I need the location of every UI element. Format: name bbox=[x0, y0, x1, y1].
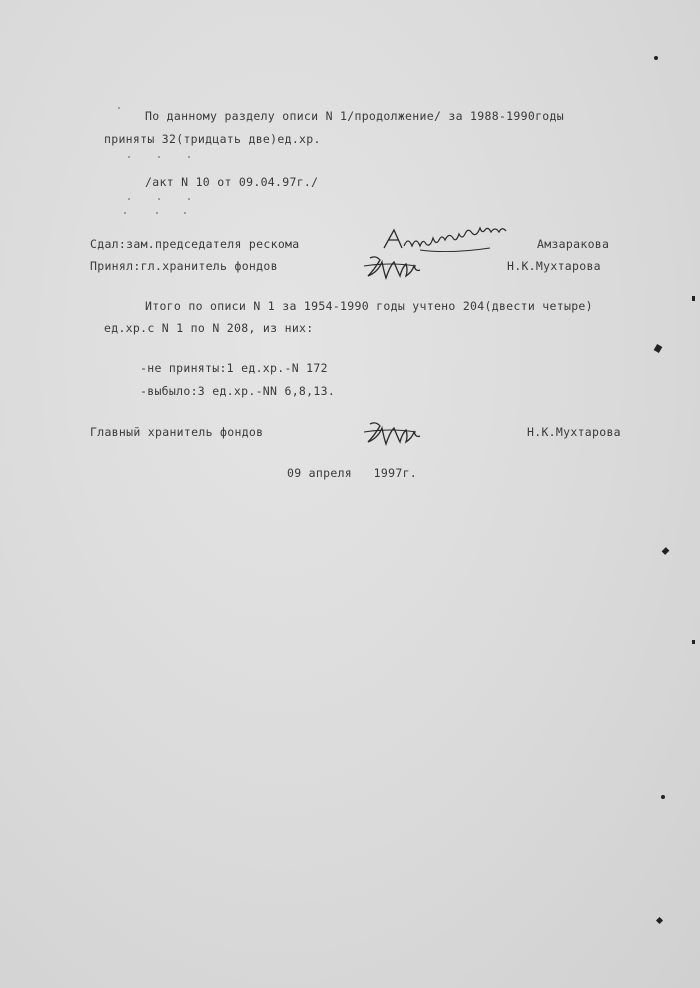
edge-speck bbox=[654, 56, 658, 60]
faint-dot bbox=[158, 156, 160, 158]
document-date: 09 апреля 1997г. bbox=[287, 466, 418, 480]
received-name: Н.К.Мухтарова bbox=[507, 259, 601, 273]
not-accepted-line: -не приняты:1 ед.хр.-N 172 bbox=[140, 361, 328, 375]
edge-speck bbox=[661, 795, 665, 799]
faint-dot bbox=[184, 212, 186, 214]
faint-dot bbox=[188, 156, 190, 158]
handed-signature bbox=[380, 226, 540, 256]
chief-name: Н.К.Мухтарова bbox=[527, 425, 621, 439]
chief-label: Главный хранитель фондов bbox=[90, 425, 264, 439]
act-reference: /акт N 10 от 09.04.97г./ bbox=[145, 175, 319, 189]
edge-speck bbox=[662, 547, 670, 555]
para1-line1: По данному разделу описи N 1/продолжение/ за 1988-1990годы bbox=[145, 109, 564, 123]
total-line1: Итого по описи N 1 за 1954-1990 годы учтено 204(двести четыре) bbox=[145, 299, 593, 313]
edge-speck bbox=[692, 296, 695, 301]
received-label: Принял:гл.хранитель фондов bbox=[90, 259, 278, 273]
faint-dot bbox=[124, 212, 126, 214]
total-line2: ед.хр.с N 1 по N 208, из них: bbox=[104, 321, 314, 335]
faint-dot bbox=[128, 156, 130, 158]
faint-dot bbox=[188, 198, 190, 200]
faint-dot bbox=[158, 198, 160, 200]
edge-speck bbox=[692, 640, 695, 644]
edge-speck bbox=[656, 917, 663, 924]
faint-dot bbox=[128, 198, 130, 200]
handed-label: Сдал:зам.председателя рескома bbox=[90, 237, 300, 251]
dropped-line: -выбыло:3 ед.хр.-NN 6,8,13. bbox=[140, 384, 336, 398]
edge-speck bbox=[654, 344, 663, 353]
faint-dot bbox=[156, 212, 158, 214]
handed-name: Амзаракова bbox=[537, 237, 610, 251]
faint-dot bbox=[118, 107, 120, 109]
chief-signature bbox=[362, 418, 432, 448]
para1-line2: приняты 32(тридцать две)ед.хр. bbox=[104, 132, 321, 146]
received-signature bbox=[362, 252, 432, 282]
